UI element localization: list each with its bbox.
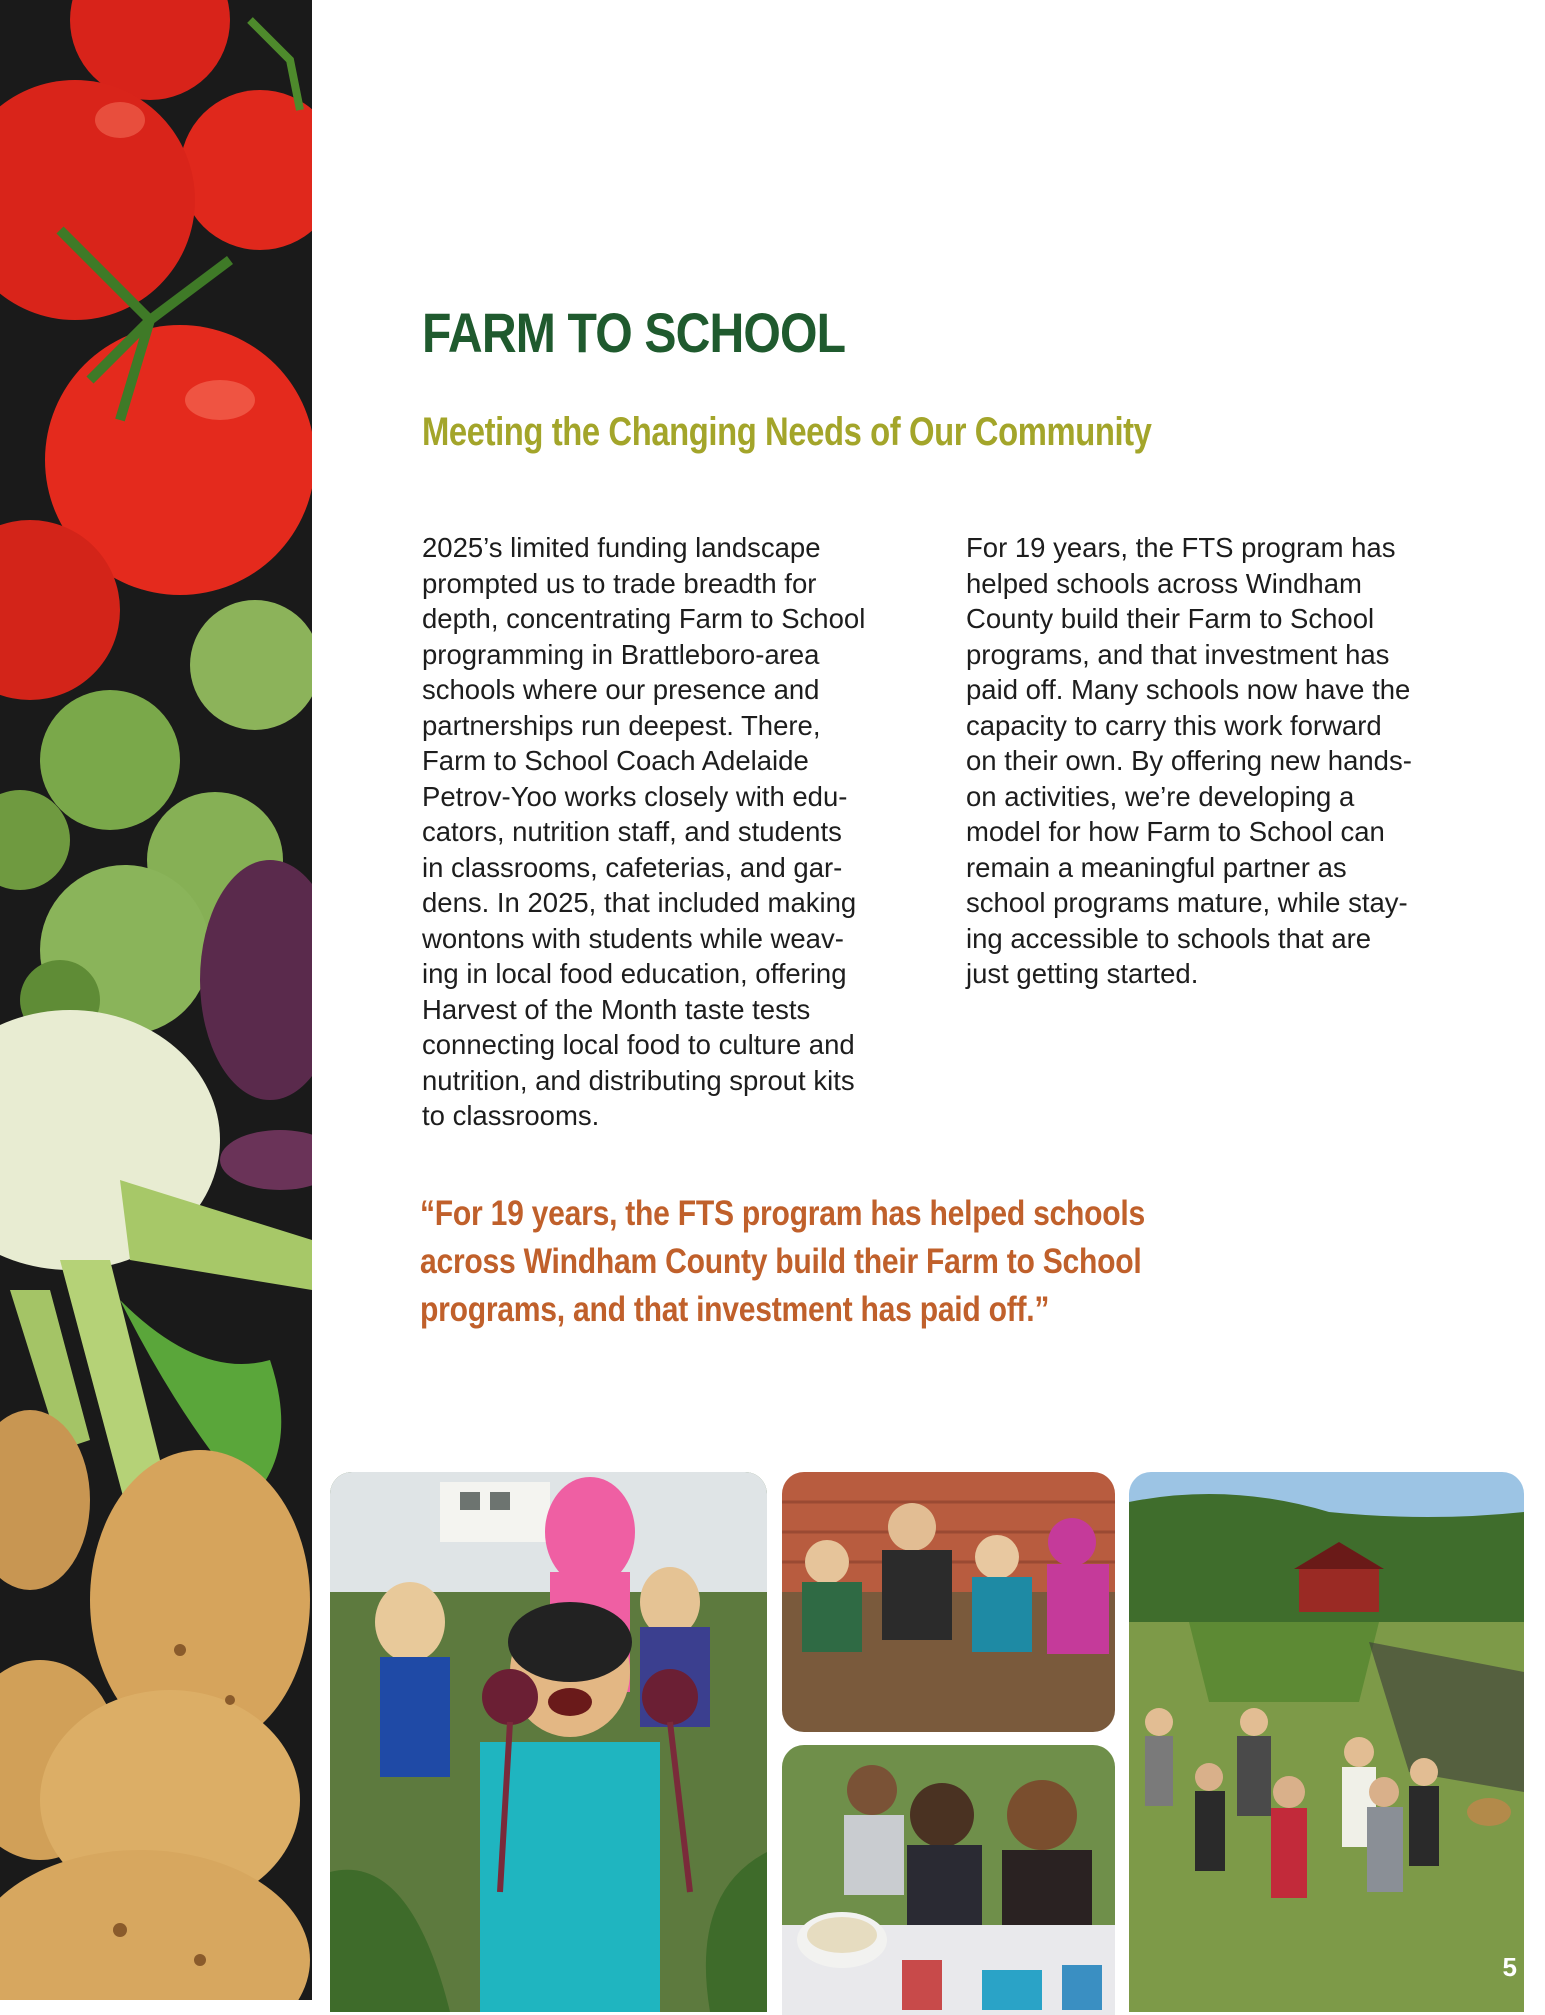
- photo-students-planting: [782, 1472, 1115, 1732]
- vegetable-photo-strip: [0, 0, 312, 2000]
- page-number: 5: [1502, 1952, 1517, 1982]
- pull-quote: “For 19 years, the FTS program has helped schools across Windham County build their Farm to School programs, and that investment has paid off.”: [420, 1194, 1146, 1329]
- page-subtitle: Meeting the Changing Needs of Our Community: [422, 410, 1152, 454]
- photo-garden-tour: [1129, 1472, 1524, 2012]
- body-column-right: For 19 years, the FTS program has helped schools across Windham County build their Farm to School programs, and that investment has paid off. Many schools now have the capacity to carry this work forward on their own. By offering new hands- on activities, we’re developing a model for how Farm to School can remain a meaningful partner as school programs mature, while stay- ing accessible to schools that are just getting started.: [966, 532, 1412, 989]
- photo-child-holding-beets: [330, 1472, 767, 2012]
- page-title: FARM TO SCHOOL: [422, 301, 846, 364]
- photo-students-cooking: [782, 1745, 1115, 2015]
- body-column-left: 2025’s limited funding landscape prompted us to trade breadth for depth, concentrating Farm to School programming in Brattleboro-area schools where our presence and partnerships run deepest. There, Farm to School Coach Adelaide Petrov-Yoo works closely with edu- cators, nutrition staff, and students in classrooms, cafeterias, and gar- dens. In 2025, that included making wontons with students while weav- ing in local food education, offering Harvest of the Month taste tests connecting local food to culture and nutrition, and distributing sprout kits to classrooms.: [422, 532, 866, 1131]
